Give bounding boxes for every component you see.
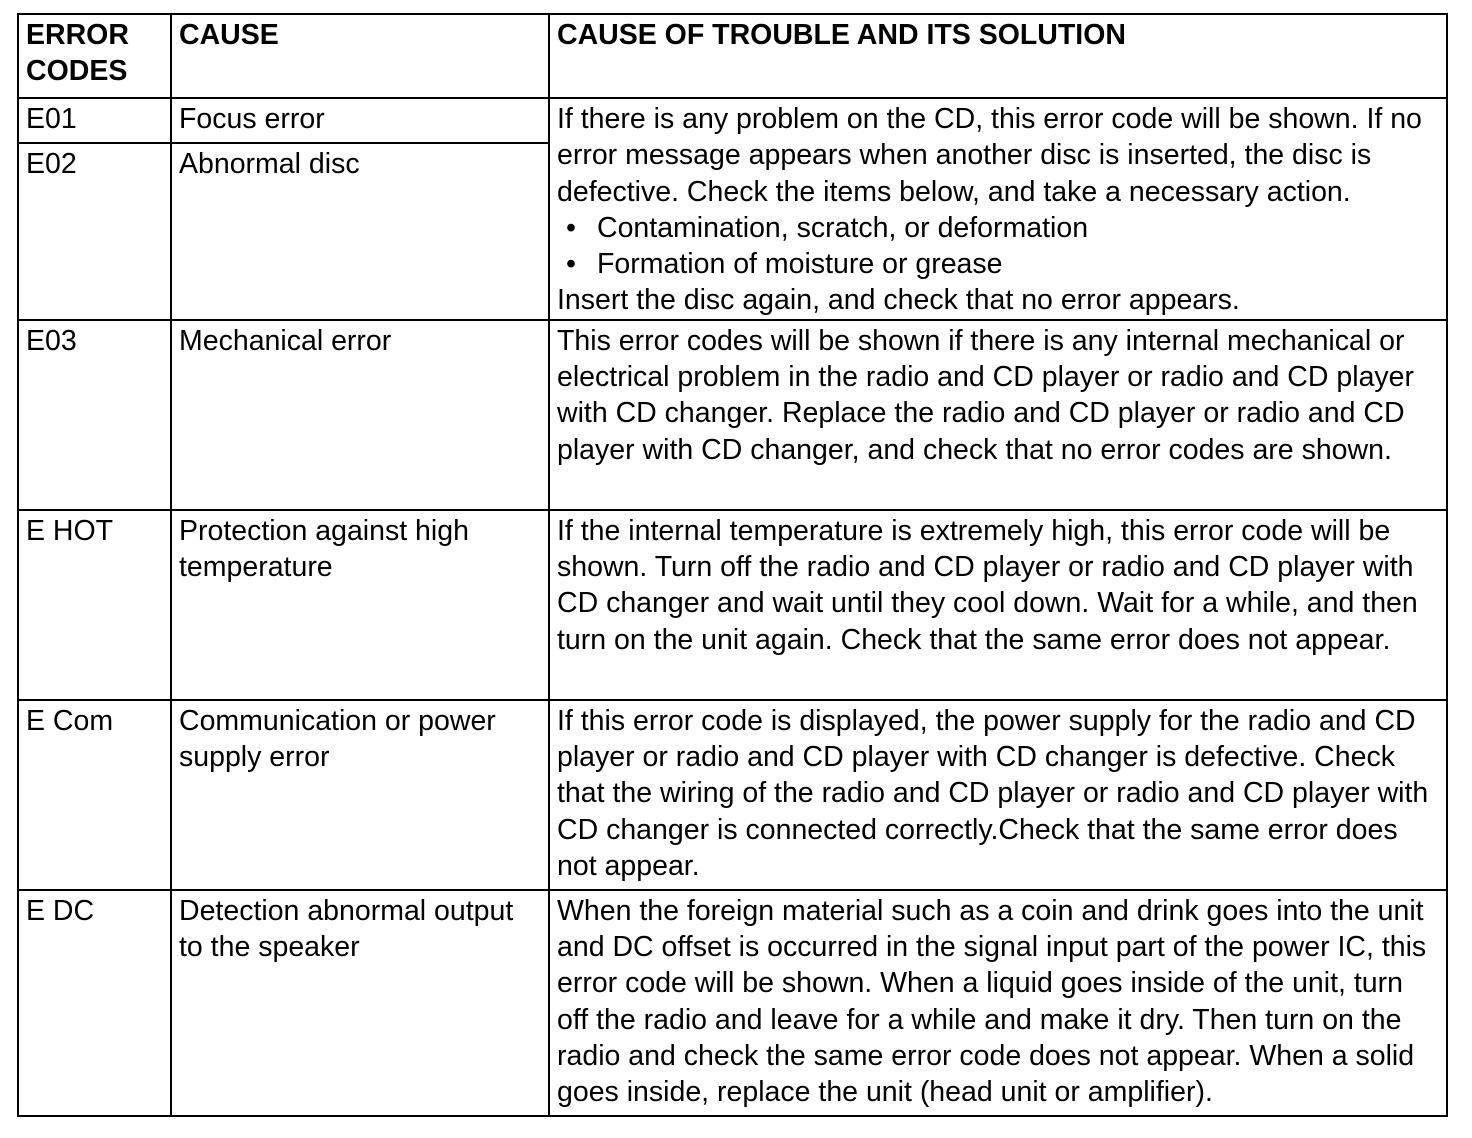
solution-cell: When the foreign material such as a coin and drink goes into the unit and DC offset is occurred in the signal input part of the power IC, this error code will be shown. When a liquid goes inside of the unit, turn off the radio and leave for a while and make it dry. Then turn on the radio and check the same error code does not appear. When a solid goes inside, replace the unit (head unit or amplifier). (549, 890, 1447, 1116)
table-row (18, 700, 1447, 890)
error-code-cell: E Com (18, 700, 171, 890)
table-row (18, 890, 1447, 1116)
error-codes-table (17, 13, 1448, 1117)
cause-cell: Focus error (171, 98, 549, 143)
header-cause: CAUSE (171, 14, 549, 98)
error-code-cell: E HOT (18, 510, 171, 700)
solution-cell: This error codes will be shown if there is any internal mechanical or electrical problem in the radio and CD player or radio and CD player with CD changer. Replace the radio and CD player or radio and CD player with CD changer, and check that no error codes are shown. (549, 320, 1447, 510)
table-row (18, 320, 1447, 510)
solution-cell: If the internal temperature is extremely high, this error code will be shown. Turn off the radio and CD player or radio and CD player with CD changer and wait until they cool down. Wait for a while, and then turn on the unit again. Check that the same error does not appear. (549, 510, 1447, 700)
solution-cell: If this error code is displayed, the power supply for the radio and CD player or radio and CD player with CD changer is defective. Check that the wiring of the radio and CD player or radio and CD player with CD changer is connected correctly.Check that the same error does not appear. (549, 700, 1447, 890)
cause-cell: Abnormal disc (171, 143, 549, 320)
header-error-codes (18, 14, 171, 98)
error-code-cell: E DC (18, 890, 171, 1116)
error-code-cell: E03 (18, 320, 171, 510)
bullet-icon: • (566, 248, 576, 281)
cause-cell: Mechanical error (171, 320, 549, 510)
table-row (18, 98, 1447, 143)
solution-intro: If there is any problem on the CD, this error code will be shown. If no error message appears when another disc is inserted, the disc is defective. Check the items below, and take a necessary action. (557, 103, 1422, 208)
table-row (18, 510, 1447, 700)
list-item-text: Contamination, scratch, or deformation (597, 211, 1089, 244)
header-error-codes-line-2: CODES (26, 55, 128, 88)
list-item (557, 246, 1440, 282)
error-code-cell: E02 (18, 143, 171, 320)
solution-bullet-list (557, 210, 1440, 283)
solution-outro: Insert the disc again, and check that no error appears. (557, 284, 1240, 317)
header-row (18, 14, 1447, 98)
header-error-codes-line-1: ERROR (26, 19, 129, 51)
header-solution: CAUSE OF TROUBLE AND ITS SOLUTION (549, 14, 1447, 98)
list-item (557, 210, 1440, 246)
list-item-text: Formation of moisture or grease (597, 248, 1003, 281)
cause-cell: Detection abnormal output to the speaker (171, 890, 549, 1116)
solution-cell-merged (549, 98, 1447, 320)
cause-cell: Protection against high temperature (171, 510, 549, 700)
cause-cell: Communication or power supply error (171, 700, 549, 890)
error-code-cell: E01 (18, 98, 171, 143)
bullet-icon: • (566, 211, 576, 244)
